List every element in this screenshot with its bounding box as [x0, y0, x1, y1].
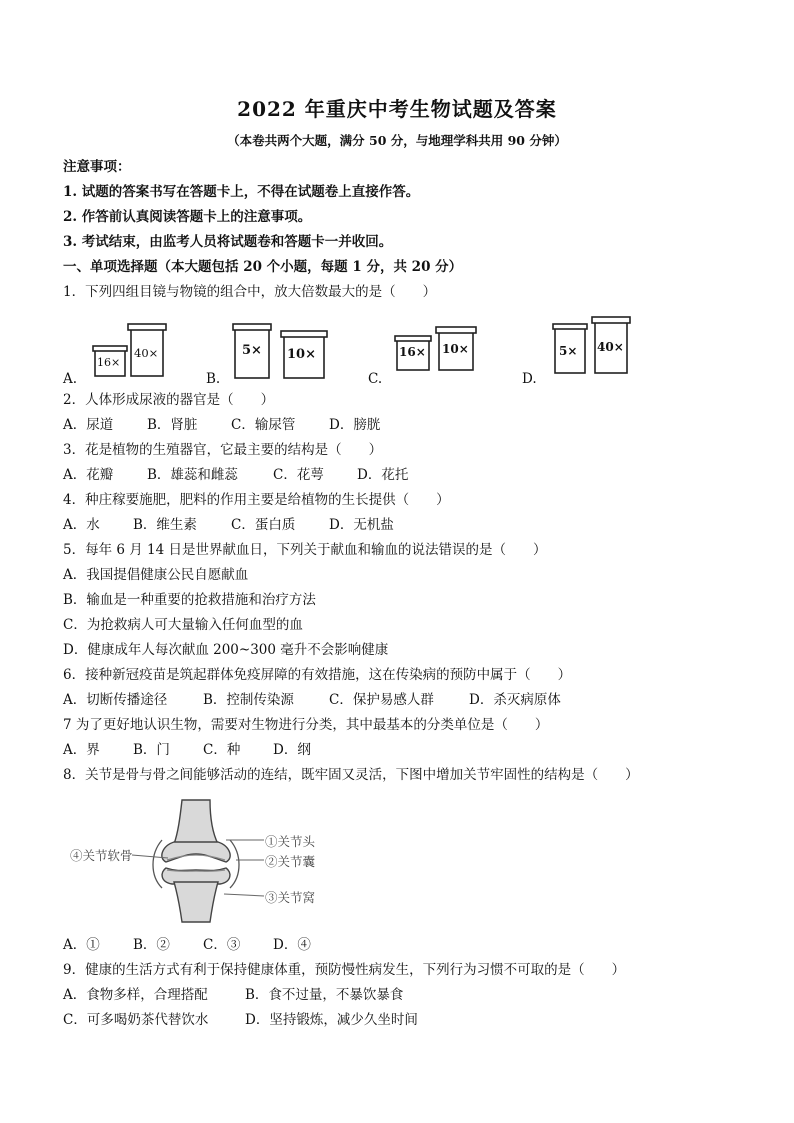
note-item: 3. 考试结束，由监考人员将试题卷和答题卡一并收回。 [63, 234, 393, 250]
option-a: A．食物多样，合理搭配 [63, 987, 208, 1003]
option-b: B. [206, 371, 221, 387]
microscope-lens-figure [0, 312, 794, 392]
option-d: D．纲 [273, 742, 311, 758]
question-8-stem: 8．关节是骨与骨之间能够活动的连结，既牢固又灵活，下图中增加关节牢固性的结构是（ ） [63, 767, 639, 783]
option-c: C．为抢救病人可大量输入任何血型的血 [63, 617, 303, 633]
lens-label: 5× [559, 344, 578, 358]
objective-rim [128, 324, 166, 330]
lower-bone [174, 882, 218, 922]
option-b: B．雄蕊和雌蕊 [147, 467, 238, 483]
option-b: B．② [133, 937, 170, 953]
option-d: D．无机盐 [329, 517, 394, 533]
section-heading: 一、单项选择题（本大题包括 20 个小题，每题 1 分，共 20 分） [63, 259, 463, 275]
question-4-stem: 4．种庄稼要施肥，肥料的作用主要是给植物的生长提供（ ） [63, 492, 450, 508]
option-a: A．花瓣 [63, 467, 114, 483]
option-d: D．膀胱 [329, 417, 381, 433]
note-item: 2. 作答前认真阅读答题卡上的注意事项。 [63, 209, 312, 225]
option-a: A．尿道 [63, 417, 114, 433]
eyepiece-rim [395, 336, 431, 341]
eyepiece-rim [93, 346, 127, 351]
option-d: D．坚持锻炼，减少久坐时间 [245, 1012, 418, 1028]
question-1-stem: 1．下列四组目镜与物镜的组合中，放大倍数最大的是（ ） [63, 284, 437, 300]
lens-label: 16× [97, 356, 121, 369]
joint-capsule-left [153, 840, 162, 888]
note-item: 1. 试题的答案书写在答题卡上，不得在试题卷上直接作答。 [63, 184, 420, 200]
option-b: B．维生素 [133, 517, 197, 533]
lens-label: 40× [597, 340, 624, 354]
option-b: B．食不过量，不暴饮暴食 [245, 987, 404, 1003]
objective-rim [592, 317, 630, 323]
page-title: 2022 年重庆中考生物试题及答案 [237, 97, 557, 121]
question-6-stem: 6．接种新冠疫苗是筑起群体免疫屏障的有效措施，这在传染病的预防中属于（ ） [63, 667, 572, 683]
option-b: B．肾脏 [147, 417, 198, 433]
question-2-stem: 2．人体形成尿液的器官是（ ） [63, 392, 275, 408]
option-c: C．花萼 [273, 467, 324, 483]
option-d: D．④ [273, 937, 311, 953]
option-a: A．我国提倡健康公民自愿献血 [63, 567, 249, 583]
option-b: B．输血是一种重要的抢救措施和治疗方法 [63, 592, 316, 608]
option-b: B．门 [133, 742, 170, 758]
lens-label: 40× [134, 346, 159, 360]
lens-label: 5× [242, 343, 262, 358]
joint-label-capsule: ②关节囊 [265, 854, 316, 869]
option-a: A. [63, 371, 78, 387]
joint-label-cartilage: ④关节软骨 [70, 848, 133, 863]
eyepiece-rim [233, 324, 271, 330]
option-d: D．花托 [357, 467, 409, 483]
joint-label-socket: ③关节窝 [265, 890, 316, 905]
question-3-stem: 3．花是植物的生殖器官，它最主要的结构是（ ） [63, 442, 383, 458]
lens-label: 16× [399, 345, 426, 359]
option-d: D．杀灭病原体 [469, 692, 561, 708]
question-9-stem: 9．健康的生活方式有利于保持健康体重，预防慢性病发生，下列行为习惯不可取的是（ ） [63, 962, 626, 978]
option-c: C．种 [203, 742, 241, 758]
upper-bone [174, 800, 218, 844]
option-b: B．控制传染源 [203, 692, 294, 708]
option-c: C．保护易感人群 [329, 692, 434, 708]
option-d: D．健康成年人每次献血 200~300 毫升不会影响健康 [63, 642, 389, 658]
option-c: C．输尿管 [231, 417, 296, 433]
lens-label: 10× [442, 342, 469, 356]
option-a: A．水 [63, 517, 100, 533]
page-subtitle: （本卷共两个大题，满分 50 分，与地理学科共用 90 分钟） [227, 133, 567, 148]
eyepiece-rim [553, 324, 587, 329]
option-c: C．可多喝奶茶代替饮水 [63, 1012, 209, 1028]
option-c: C．③ [203, 937, 241, 953]
question-5-stem: 5．每年 6 月 14 日是世界献血日，下列关于献血和输血的说法错误的是（ ） [63, 542, 547, 558]
option-c: C．蛋白质 [231, 517, 296, 533]
objective-rim [281, 331, 327, 337]
leader-line [224, 894, 264, 896]
question-7-stem: 7 为了更好地认识生物，需要对生物进行分类，其中最基本的分类单位是（ ） [63, 717, 549, 733]
option-c: C. [368, 371, 383, 387]
option-a: A．切断传播途径 [63, 692, 168, 708]
objective-rim [436, 327, 476, 333]
joint-label-head: ①关节头 [265, 834, 316, 849]
option-a: A．① [63, 937, 100, 953]
joint-capsule-right [230, 840, 239, 888]
lens-label: 10× [287, 347, 316, 362]
notes-heading: 注意事项： [63, 159, 131, 175]
option-a: A．界 [63, 742, 100, 758]
option-d: D. [522, 371, 537, 387]
